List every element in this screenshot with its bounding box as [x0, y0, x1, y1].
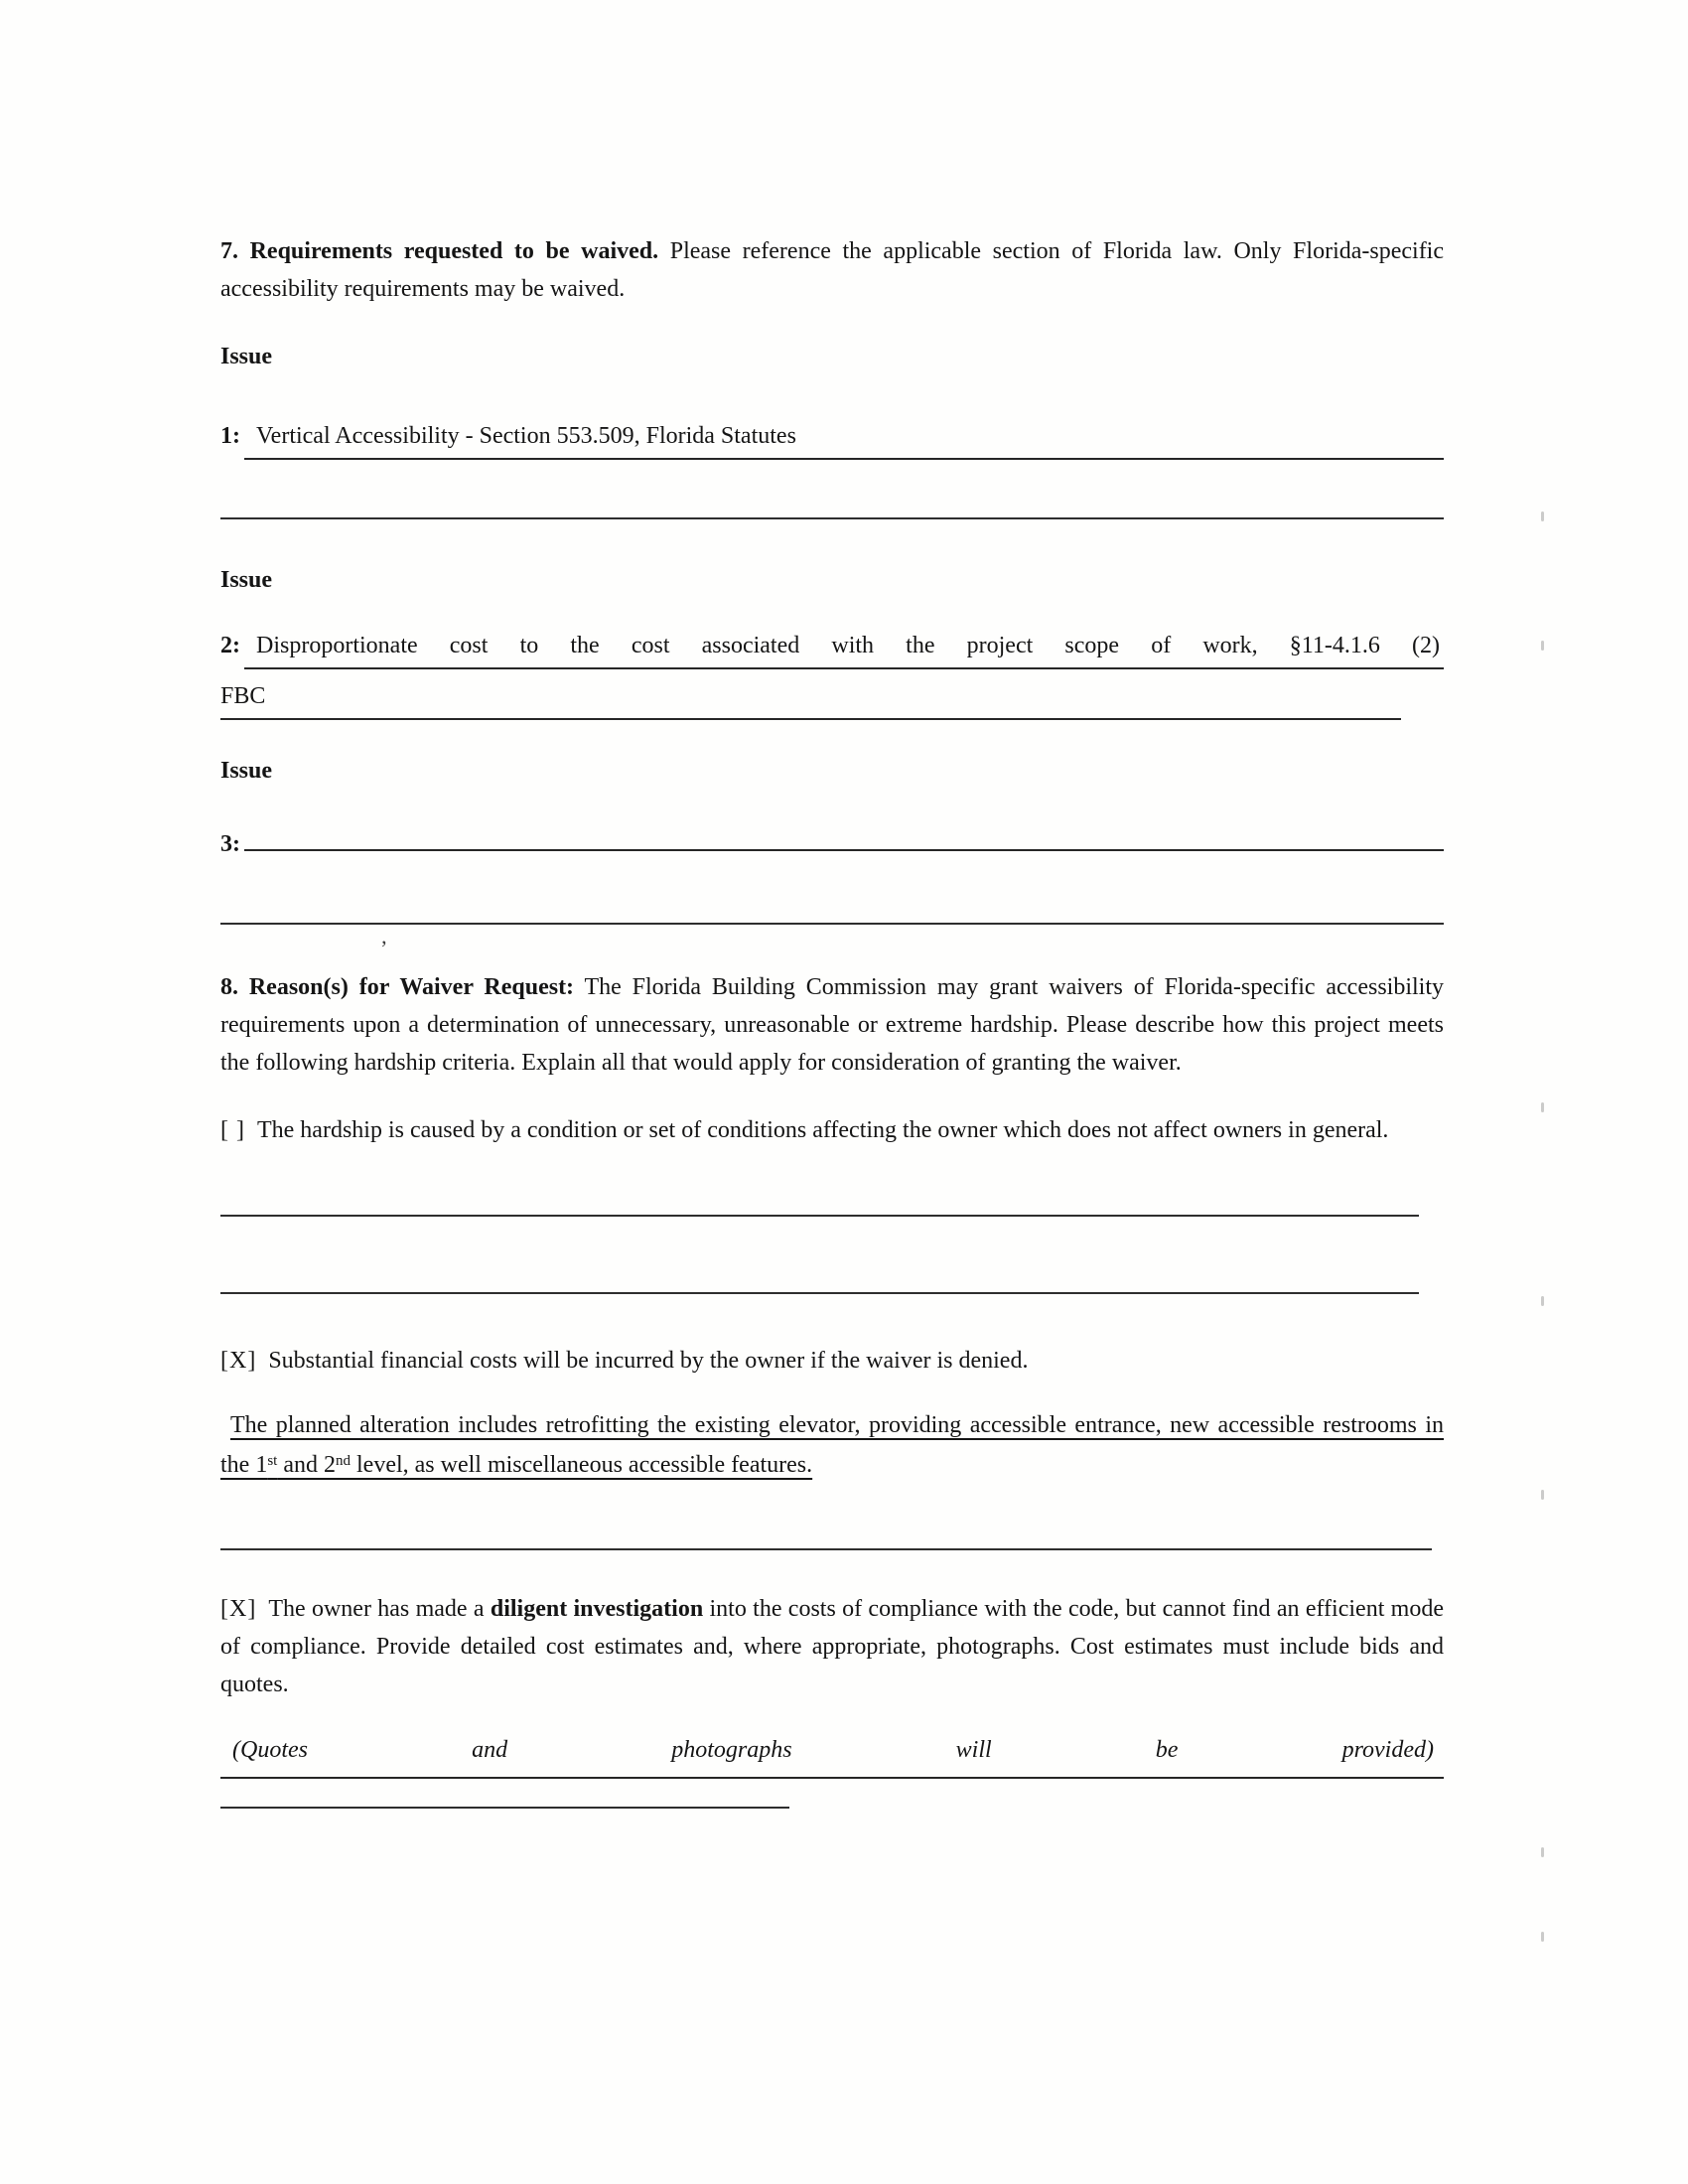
checkbox-investigation-checked: [X]	[220, 1596, 257, 1622]
blank-answer-line-1	[220, 517, 1444, 519]
investigation-answer-word: will	[955, 1737, 992, 1763]
issue-1-number: 1:	[220, 423, 240, 449]
investigation-text-bold: diligent investigation	[490, 1596, 704, 1622]
checkbox-hardship-unchecked: [ ]	[220, 1117, 245, 1143]
ordinal-superscript-nd: nd	[336, 1453, 351, 1469]
financial-answer-text-1: The planned alteration includes retrofitting the existing elevator, providing accessible entrance, new accessible restrooms in the 1	[220, 1412, 1444, 1478]
scan-artifact	[1541, 1847, 1544, 1857]
section7-heading	[220, 232, 1444, 308]
section7-body: Please reference the applicable section of Florida law. Only Florida-specific accessibility requirements may be waived.	[220, 238, 1445, 302]
issue-label-1: Issue	[220, 344, 273, 369]
scan-artifact	[1541, 511, 1544, 521]
financial-answer	[220, 1405, 1444, 1485]
investigation-text-post: into the costs of compliance with the code, but cannot find an efficient mode of compliance. Provide detailed cost estimates and, where appropriate, photographs. Cost estimates must include bids and quotes.	[220, 1596, 1445, 1697]
blank-answer-line-2	[220, 923, 1444, 925]
ordinal-superscript-st: st	[267, 1453, 278, 1469]
issue-3-answer-line	[244, 846, 1444, 851]
blank-answer-line-6	[220, 1807, 789, 1809]
investigation-answer-word: (Quotes	[232, 1737, 308, 1763]
checkbox-financial-checked: [X]	[220, 1348, 257, 1374]
investigation-answer-line	[220, 1731, 1444, 1779]
scan-artifact-mark: ’	[380, 936, 388, 960]
issue-2-answer-line-2: FBC	[220, 677, 1401, 720]
section8-body: The Florida Building Commission may grant waivers of Florida-specific accessibility requirements upon a determination of unnecessary, unreasonable or extreme hardship. Please describe how this project meets the following hardship criteria. Explain all that would apply for consideration of granting the waiver.	[220, 974, 1444, 1076]
hardship-text: The hardship is caused by a condition or set of conditions affecting the owner which does not affect owners in general.	[256, 1117, 1389, 1143]
investigation-answer-word: provided)	[1341, 1737, 1434, 1763]
issue-label-3: Issue	[220, 758, 273, 784]
scan-artifact	[1541, 1490, 1544, 1500]
issue-3-number: 3:	[220, 831, 240, 857]
blank-answer-line-5	[220, 1548, 1432, 1550]
financial-criterion	[220, 1342, 1444, 1380]
issue-1-row	[220, 417, 1444, 460]
hardship-criterion	[220, 1111, 1444, 1149]
form-content	[220, 232, 1444, 1809]
section8-title: 8. Reason(s) for Waiver Request:	[220, 974, 575, 1000]
blank-answer-line-4	[220, 1292, 1419, 1294]
scan-artifact	[1541, 1932, 1544, 1942]
financial-text: Substantial financial costs will be incurred by the owner if the waiver is denied.	[268, 1348, 1029, 1374]
financial-answer-text-3: level, as well miscellaneous accessible features.	[351, 1452, 813, 1478]
section8-heading	[220, 968, 1444, 1082]
scan-artifact	[1541, 641, 1544, 651]
scan-artifact	[1541, 1296, 1544, 1306]
investigation-answer-word: and	[472, 1737, 508, 1763]
issue-2-row	[220, 627, 1444, 669]
blank-answer-line-3	[220, 1215, 1419, 1217]
investigation-answer-word: be	[1155, 1737, 1179, 1763]
issue-2-number: 2:	[220, 633, 240, 658]
financial-answer-text-2: and 2	[277, 1452, 336, 1478]
investigation-criterion	[220, 1590, 1444, 1703]
issue-label-2: Issue	[220, 567, 273, 593]
investigation-text-pre: The owner has made a	[268, 1596, 491, 1622]
issue-2-answer-line-1: Disproportionate cost to the cost associated with the project scope of work, §11-4.1.6 (2)	[244, 627, 1444, 669]
section7-title: 7. Requirements requested to be waived.	[220, 238, 659, 264]
issue-3-row	[220, 825, 1444, 863]
investigation-answer-word: photographs	[671, 1737, 792, 1763]
issue-1-answer-line: Vertical Accessibility - Section 553.509, Florida Statutes	[244, 417, 1444, 460]
scan-artifact	[1541, 1102, 1544, 1112]
